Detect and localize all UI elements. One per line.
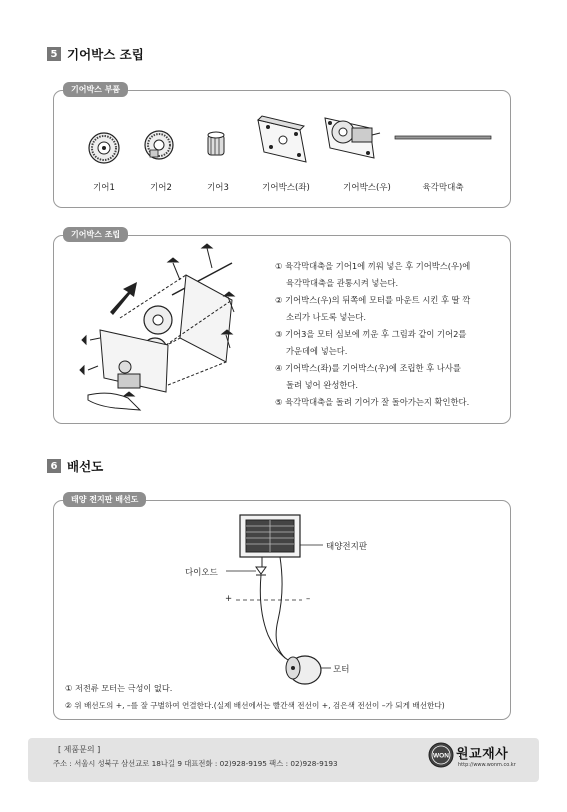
part-label-gear3: 기어3 xyxy=(207,183,229,193)
diode-label: 다이오드 xyxy=(185,568,218,578)
wiring-tab: 태양 전지판 배선도 xyxy=(63,492,146,507)
assembly-step-5: ⑤ 육각막대축을 돌려 기어가 잘 돌아가는지 확인한다. xyxy=(275,397,470,407)
parts-tab: 기어박스 부품 xyxy=(63,82,128,97)
brand-name: 원교재사 xyxy=(456,747,509,762)
wiring-note-1: ① 저전류 모터는 극성이 없다. xyxy=(65,683,173,693)
footer-address: 주소 : 서울시 성북구 삼선교로 18나길 9 대표전화 : 02)928-9195 팩스 : 02)928-9193 xyxy=(53,759,338,768)
assembly-tab: 기어박스 조립 xyxy=(63,227,128,242)
assembly-step-1: ① 육각막대축을 기어1에 끼워 넣은 후 기어박스(우)에 육각막대축을 관통시켜 넣는다. xyxy=(275,261,471,288)
footer-inquiry: [ 제품문의 ] xyxy=(58,745,101,754)
section-number: 6 xyxy=(47,459,61,473)
part-label-gear1: 기어1 xyxy=(93,183,115,193)
part-label-hex-shaft: 육각막대축 xyxy=(422,183,464,193)
assembly-step-2: ② 기어박스(우)의 뒤쪽에 모터를 마운트 시킨 후 딸 깍 소리가 나도록 넣는다. xyxy=(275,295,471,322)
part-label-gear2: 기어2 xyxy=(150,183,172,193)
section-number: 5 xyxy=(47,47,61,61)
brand-logo-icon xyxy=(428,742,454,768)
part-label-gearbox-left: 기어박스(좌) xyxy=(262,183,310,193)
diode-icon xyxy=(256,567,266,575)
solar-panel-label: 태양전지판 xyxy=(326,542,368,552)
section-title: 기어박스 조립 xyxy=(67,47,144,62)
solar-panel-icon xyxy=(240,515,300,557)
wiring-note-2: ② 위 배선도의 +, –를 잘 구별하여 연결한다.(실제 배선에서는 빨간색 전선이 +, 검은색 전선이 –가 되게 배선한다) xyxy=(65,701,445,710)
brand-logo-text: WON xyxy=(433,752,449,760)
motor-label: 모터 xyxy=(333,665,350,675)
brand-url: http://www.wonm.co.kr xyxy=(458,762,516,768)
part-label-gearbox-right: 기어박스(우) xyxy=(343,183,391,193)
assembly-step-4: ④ 기어박스(좌)를 기어박스(우)에 조립한 후 나사를 돌려 넣어 완성한다. xyxy=(275,363,461,390)
section-title: 배선도 xyxy=(67,459,104,474)
minus-label: – xyxy=(306,594,311,604)
plus-label: + xyxy=(225,594,233,604)
motor-icon xyxy=(286,656,321,684)
assembly-step-3: ③ 기어3을 모터 심보에 끼운 후 그림과 같이 기어2를 가운데에 넣는다. xyxy=(275,329,467,356)
